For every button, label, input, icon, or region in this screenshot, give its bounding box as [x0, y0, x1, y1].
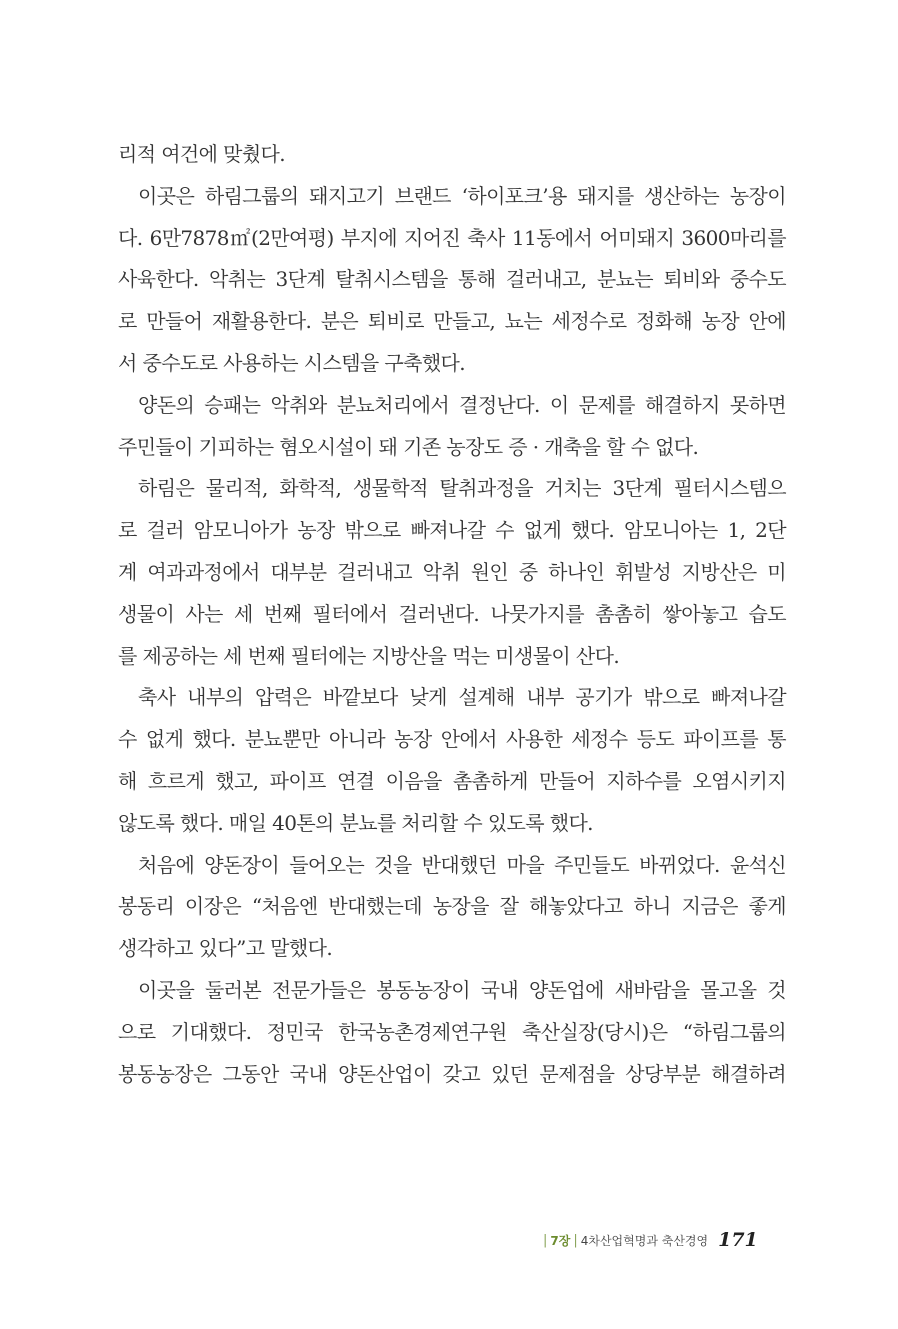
footer-divider: |	[573, 1232, 578, 1248]
footer-divider: |	[543, 1232, 548, 1248]
text-line: 를 제공하는 세 번째 필터에는 지방산을 먹는 미생물이 산다.	[118, 643, 620, 668]
text-line: 봉동리 이장은 “처음엔 반대했는데 농장을 잘 해놓았다고 하니 지금은 좋게	[118, 894, 786, 919]
text-line: 이곳은 하림그룹의 돼지고기 브랜드 ‘하이포크’용 돼지를 생산하는 농장이	[138, 183, 786, 208]
text-line: 생물이 사는 세 번째 필터에서 걸러낸다. 나뭇가지를 촘촘히 쌓아놓고 습도	[118, 601, 786, 626]
chapter-label: 7장	[550, 1233, 571, 1248]
page-footer	[540, 1226, 758, 1254]
text-line: 이곳을 둘러본 전문가들은 봉동농장이 국내 양돈업에 새바람을 몰고올 것	[138, 977, 786, 1002]
text-line: 처음에 양돈장이 들어오는 것을 반대했던 마을 주민들도 바뀌었다. 윤석신	[138, 852, 786, 877]
text-line: 해 흐르게 했고, 파이프 연결 이음을 촘촘하게 만들어 지하수를 오염시키지	[118, 768, 786, 793]
text-line: 않도록 했다. 매일 40톤의 분뇨를 처리할 수 있도록 했다.	[118, 810, 593, 835]
text-line: 로 걸러 암모니아가 농장 밖으로 빠져나갈 수 없게 했다. 암모니아는 1, 2단	[118, 518, 786, 543]
text-line: 수 없게 했다. 분뇨뿐만 아니라 농장 안에서 사용한 세정수 등도 파이프를 통	[118, 727, 786, 752]
text-line: 축사 내부의 압력은 바깥보다 낮게 설계해 내부 공기가 밖으로 빠져나갈	[138, 685, 786, 710]
text-line: 생각하고 있다”고 말했다.	[118, 936, 333, 961]
page-number: 171	[718, 1229, 758, 1251]
text-line: 계 여과과정에서 대부분 걸러내고 악취 원인 중 하나인 휘발성 지방산은 미	[118, 559, 786, 584]
text-line: 사육한다. 악취는 3단계 탈취시스템을 통해 걸러내고, 분뇨는 퇴비와 중수도	[118, 267, 786, 292]
text-line: 리적 여건에 맞췄다.	[118, 142, 286, 166]
text-line: 봉동농장은 그동안 국내 양돈산업이 갖고 있던 문제점을 상당부분 해결하려	[118, 1061, 786, 1086]
text-line: 다. 6만7878㎡(2만여평) 부지에 지어진 축사 11동에서 어미돼지 3600마리를	[118, 225, 786, 250]
text-line: 로 만들어 재활용한다. 분은 퇴비로 만들고, 뇨는 세정수로 정화해 농장 안에	[118, 309, 786, 334]
page-body	[118, 134, 786, 1095]
text-line: 양돈의 승패는 악취와 분뇨처리에서 결정난다. 이 문제를 해결하지 못하면	[138, 392, 786, 417]
text-line: 주민들이 기피하는 혐오시설이 돼 기존 농장도 증 · 개축을 할 수 없다.	[118, 434, 699, 459]
chapter-title: 4차산업혁명과 축산경영	[580, 1233, 709, 1248]
text-line: 하림은 물리적, 화학적, 생물학적 탈취과정을 거치는 3단계 필터시스템으	[138, 476, 786, 501]
text-line: 서 중수도로 사용하는 시스템을 구축했다.	[118, 350, 466, 375]
text-line: 으로 기대했다. 정민국 한국농촌경제연구원 축산실장(당시)은 “하림그룹의	[118, 1019, 786, 1044]
